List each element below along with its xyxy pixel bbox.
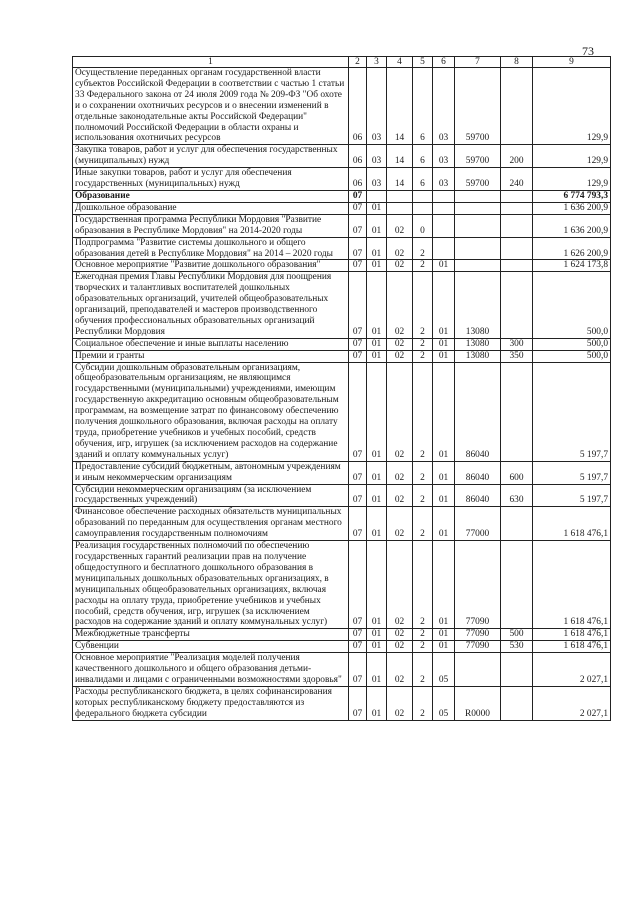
code-cell: 2 bbox=[413, 272, 433, 338]
code-cell: 77090 bbox=[455, 641, 501, 653]
code-cell: 86040 bbox=[455, 461, 501, 484]
table-body bbox=[73, 68, 611, 721]
code-cell: 03 bbox=[367, 168, 387, 191]
table-header-row bbox=[73, 57, 611, 68]
code-cell: 01 bbox=[433, 338, 455, 350]
amount-cell: 500,0 bbox=[533, 338, 611, 350]
code-cell bbox=[455, 260, 501, 272]
column-header-5: 5 bbox=[413, 57, 433, 68]
code-cell: 2 bbox=[413, 362, 433, 461]
code-cell: 07 bbox=[349, 686, 367, 720]
code-cell: 01 bbox=[433, 461, 455, 484]
row-name-cell: Ежегодная премия Главы Республики Мордовия для поощрения творческих и талантливых воспитателей дошкольных образовательных организаций, учителей общеобразовательных организаций, преподавателей и мастеров производственного обучения профессиональных образовательных организаций Республики Мордовия bbox=[73, 272, 349, 338]
code-cell: 59700 bbox=[455, 68, 501, 145]
code-cell: 01 bbox=[367, 237, 387, 260]
amount-cell: 500,0 bbox=[533, 272, 611, 338]
code-cell: 07 bbox=[349, 641, 367, 653]
column-header-3: 3 bbox=[367, 57, 387, 68]
code-cell: 01 bbox=[367, 484, 387, 507]
code-cell: 07 bbox=[349, 653, 367, 687]
code-cell: 01 bbox=[433, 350, 455, 362]
column-header-7: 7 bbox=[455, 57, 501, 68]
code-cell: 01 bbox=[367, 641, 387, 653]
code-cell: 07 bbox=[349, 461, 367, 484]
code-cell: 2 bbox=[413, 641, 433, 653]
row-name-cell: Основное мероприятие "Реализация моделей получения качественного дошкольного и общего образования детьми-инвалидами и лицами с ограниченными возможностями здоровья" bbox=[73, 653, 349, 687]
code-cell: 07 bbox=[349, 629, 367, 641]
row-name-cell: Социальное обеспечение и иные выплаты населению bbox=[73, 338, 349, 350]
code-cell: 2 bbox=[413, 653, 433, 687]
code-cell: 07 bbox=[349, 260, 367, 272]
code-cell: 2 bbox=[413, 350, 433, 362]
code-cell: 6 bbox=[413, 168, 433, 191]
code-cell: 86040 bbox=[455, 362, 501, 461]
code-cell: 02 bbox=[387, 338, 413, 350]
code-cell: 01 bbox=[367, 350, 387, 362]
amount-cell: 2 027,1 bbox=[533, 653, 611, 687]
row-name-cell: Субсидии некоммерческим организациям (за исключением государственных учреждений) bbox=[73, 484, 349, 507]
code-cell: 06 bbox=[349, 168, 367, 191]
code-cell bbox=[501, 686, 533, 720]
code-cell: 07 bbox=[349, 338, 367, 350]
code-cell: 14 bbox=[387, 68, 413, 145]
code-cell: 200 bbox=[501, 145, 533, 168]
code-cell: 02 bbox=[387, 461, 413, 484]
code-cell bbox=[367, 190, 387, 202]
code-cell: 05 bbox=[433, 653, 455, 687]
code-cell: 03 bbox=[433, 168, 455, 191]
column-header-6: 6 bbox=[433, 57, 455, 68]
code-cell bbox=[433, 190, 455, 202]
code-cell: 07 bbox=[349, 362, 367, 461]
column-header-8: 8 bbox=[501, 57, 533, 68]
code-cell: 07 bbox=[349, 484, 367, 507]
code-cell: R0000 bbox=[455, 686, 501, 720]
column-header-2: 2 bbox=[349, 57, 367, 68]
column-header-4: 4 bbox=[387, 57, 413, 68]
amount-cell: 1 618 476,1 bbox=[533, 541, 611, 629]
amount-cell: 1 618 476,1 bbox=[533, 641, 611, 653]
code-cell: 02 bbox=[387, 350, 413, 362]
code-cell bbox=[501, 260, 533, 272]
code-cell: 600 bbox=[501, 461, 533, 484]
amount-cell: 1 626 200,9 bbox=[533, 237, 611, 260]
row-name-cell: Осуществление переданных органам государственной власти субъектов Российской Федерации в соответствии с частью 1 статьи 33 Федерального закона от 24 июля 2009 года № 209-ФЗ "Об охоте и о сохранении охотничьих ресурсов и о внесении изменений в отдельные законодательные акты Российской Федерации" полномочий Российской Федерации в области охраны и использования охотничьих ресурсов bbox=[73, 68, 349, 145]
code-cell: 01 bbox=[433, 629, 455, 641]
code-cell bbox=[433, 214, 455, 237]
code-cell bbox=[455, 202, 501, 214]
code-cell: 240 bbox=[501, 168, 533, 191]
code-cell: 01 bbox=[433, 260, 455, 272]
row-name-cell: Субсидии дошкольным образовательным организациям, общеобразовательным организациям, не являющимся государственными (муниципальными) учреждениями, имеющим государственную аккредитацию основным общеобразовательным программам, на возмещение затрат по финансовому обеспечению получения дошкольного образования, включая расходы на оплату труда, приобретение учебников и учебных пособий, средств обучения, игр, игрушек (за исключением расходов на содержание зданий и оплату коммунальных услуг) bbox=[73, 362, 349, 461]
row-name-cell: Субвенции bbox=[73, 641, 349, 653]
code-cell bbox=[455, 190, 501, 202]
code-cell: 02 bbox=[387, 686, 413, 720]
code-cell: 07 bbox=[349, 541, 367, 629]
table-row bbox=[73, 214, 611, 237]
amount-cell: 500,0 bbox=[533, 350, 611, 362]
code-cell: 02 bbox=[387, 214, 413, 237]
code-cell: 01 bbox=[367, 507, 387, 541]
code-cell: 02 bbox=[387, 629, 413, 641]
row-name-cell: Предоставление субсидий бюджетным, автономным учреждениям и иным некоммерческим организациям bbox=[73, 461, 349, 484]
code-cell: 06 bbox=[349, 145, 367, 168]
code-cell: 01 bbox=[367, 541, 387, 629]
code-cell: 03 bbox=[433, 68, 455, 145]
row-name-cell: Межбюджетные трансферты bbox=[73, 629, 349, 641]
code-cell bbox=[455, 653, 501, 687]
row-name-cell: Иные закупки товаров, работ и услуг для обеспечения государственных (муниципальных) нужд bbox=[73, 168, 349, 191]
code-cell: 14 bbox=[387, 145, 413, 168]
table-row bbox=[73, 190, 611, 202]
code-cell bbox=[501, 68, 533, 145]
code-cell: 530 bbox=[501, 641, 533, 653]
code-cell bbox=[501, 541, 533, 629]
code-cell: 2 bbox=[413, 237, 433, 260]
code-cell: 59700 bbox=[455, 145, 501, 168]
code-cell: 01 bbox=[367, 272, 387, 338]
row-name-cell: Дошкольное образование bbox=[73, 202, 349, 214]
code-cell: 01 bbox=[367, 260, 387, 272]
amount-cell: 1 618 476,1 bbox=[533, 629, 611, 641]
code-cell: 02 bbox=[387, 272, 413, 338]
code-cell bbox=[387, 202, 413, 214]
code-cell: 03 bbox=[367, 145, 387, 168]
row-name-cell: Подпрограмма "Развитие системы дошкольного и общего образования детей в Республике Мордовия" на 2014 – 2020 годы bbox=[73, 237, 349, 260]
table-row bbox=[73, 362, 611, 461]
code-cell bbox=[413, 190, 433, 202]
amount-cell: 2 027,1 bbox=[533, 686, 611, 720]
code-cell bbox=[501, 190, 533, 202]
code-cell: 14 bbox=[387, 168, 413, 191]
column-header-9: 9 bbox=[533, 57, 611, 68]
code-cell: 300 bbox=[501, 338, 533, 350]
code-cell: 86040 bbox=[455, 484, 501, 507]
amount-cell: 129,9 bbox=[533, 145, 611, 168]
row-name-cell: Образование bbox=[73, 190, 349, 202]
code-cell: 77090 bbox=[455, 629, 501, 641]
row-name-cell: Финансовое обеспечение расходных обязательств муниципальных образований по переданным для осуществления органам местного самоуправления государственным полномочиям bbox=[73, 507, 349, 541]
code-cell: 07 bbox=[349, 507, 367, 541]
code-cell: 02 bbox=[387, 653, 413, 687]
code-cell: 13080 bbox=[455, 338, 501, 350]
code-cell: 01 bbox=[433, 484, 455, 507]
budget-table bbox=[72, 56, 611, 721]
row-name-cell: Премии и гранты bbox=[73, 350, 349, 362]
table-row bbox=[73, 272, 611, 338]
code-cell: 01 bbox=[433, 507, 455, 541]
code-cell bbox=[501, 653, 533, 687]
code-cell: 02 bbox=[387, 237, 413, 260]
code-cell: 01 bbox=[367, 362, 387, 461]
code-cell bbox=[501, 362, 533, 461]
code-cell: 03 bbox=[367, 68, 387, 145]
row-name-cell: Закупка товаров, работ и услуг для обеспечения государственных (муниципальных) нужд bbox=[73, 145, 349, 168]
table-row bbox=[73, 653, 611, 687]
code-cell: 01 bbox=[433, 362, 455, 461]
code-cell: 02 bbox=[387, 260, 413, 272]
row-name-cell: Государственная программа Республики Мордовия "Развитие образования в Республике Мордовия" на 2014-2020 годы bbox=[73, 214, 349, 237]
code-cell: 13080 bbox=[455, 350, 501, 362]
code-cell: 03 bbox=[433, 145, 455, 168]
page-number: 73 bbox=[582, 44, 594, 58]
code-cell: 350 bbox=[501, 350, 533, 362]
code-cell: 02 bbox=[387, 507, 413, 541]
code-cell: 07 bbox=[349, 350, 367, 362]
code-cell: 06 bbox=[349, 68, 367, 145]
amount-cell: 5 197,7 bbox=[533, 484, 611, 507]
amount-cell: 6 774 793,3 bbox=[533, 190, 611, 202]
table-row bbox=[73, 641, 611, 653]
table-row bbox=[73, 202, 611, 214]
amount-cell: 5 197,7 bbox=[533, 461, 611, 484]
code-cell: 2 bbox=[413, 338, 433, 350]
code-cell: 07 bbox=[349, 272, 367, 338]
code-cell: 01 bbox=[367, 338, 387, 350]
code-cell: 01 bbox=[433, 272, 455, 338]
code-cell: 07 bbox=[349, 190, 367, 202]
code-cell: 01 bbox=[367, 686, 387, 720]
code-cell bbox=[455, 237, 501, 260]
table-row bbox=[73, 686, 611, 720]
code-cell: 2 bbox=[413, 461, 433, 484]
code-cell: 02 bbox=[387, 541, 413, 629]
code-cell bbox=[433, 202, 455, 214]
amount-cell: 5 197,7 bbox=[533, 362, 611, 461]
code-cell bbox=[501, 214, 533, 237]
code-cell: 6 bbox=[413, 68, 433, 145]
code-cell bbox=[387, 190, 413, 202]
code-cell bbox=[501, 272, 533, 338]
code-cell: 01 bbox=[367, 202, 387, 214]
column-header-1: 1 bbox=[73, 57, 349, 68]
amount-cell: 1 618 476,1 bbox=[533, 507, 611, 541]
code-cell: 01 bbox=[433, 541, 455, 629]
table-row bbox=[73, 541, 611, 629]
table-row bbox=[73, 260, 611, 272]
code-cell bbox=[501, 507, 533, 541]
table-row bbox=[73, 629, 611, 641]
code-cell: 2 bbox=[413, 686, 433, 720]
table-row bbox=[73, 145, 611, 168]
table-row bbox=[73, 68, 611, 145]
code-cell: 02 bbox=[387, 484, 413, 507]
row-name-cell: Основное мероприятие "Развитие дошкольного образования" bbox=[73, 260, 349, 272]
amount-cell: 1 636 200,9 bbox=[533, 214, 611, 237]
code-cell: 77000 bbox=[455, 507, 501, 541]
code-cell: 2 bbox=[413, 507, 433, 541]
code-cell bbox=[413, 202, 433, 214]
amount-cell: 1 624 173,8 bbox=[533, 260, 611, 272]
code-cell: 05 bbox=[433, 686, 455, 720]
table-row bbox=[73, 461, 611, 484]
code-cell: 630 bbox=[501, 484, 533, 507]
code-cell: 02 bbox=[387, 362, 413, 461]
table-row bbox=[73, 484, 611, 507]
table-row bbox=[73, 338, 611, 350]
code-cell: 07 bbox=[349, 202, 367, 214]
code-cell bbox=[501, 202, 533, 214]
code-cell: 07 bbox=[349, 237, 367, 260]
code-cell: 77090 bbox=[455, 541, 501, 629]
table-row bbox=[73, 237, 611, 260]
code-cell: 01 bbox=[367, 214, 387, 237]
code-cell: 2 bbox=[413, 541, 433, 629]
code-cell: 01 bbox=[367, 629, 387, 641]
row-name-cell: Расходы республиканского бюджета, в целях софинансирования которых республиканскому бюджету предоставляются из федерального бюджета субсидии bbox=[73, 686, 349, 720]
code-cell: 01 bbox=[367, 461, 387, 484]
code-cell: 0 bbox=[413, 214, 433, 237]
code-cell: 2 bbox=[413, 484, 433, 507]
code-cell: 13080 bbox=[455, 272, 501, 338]
code-cell: 6 bbox=[413, 145, 433, 168]
code-cell: 01 bbox=[367, 653, 387, 687]
amount-cell: 1 636 200,9 bbox=[533, 202, 611, 214]
code-cell: 500 bbox=[501, 629, 533, 641]
table-row bbox=[73, 507, 611, 541]
code-cell: 59700 bbox=[455, 168, 501, 191]
table-row bbox=[73, 350, 611, 362]
code-cell bbox=[433, 237, 455, 260]
row-name-cell: Реализация государственных полномочий по обеспечению государственных гарантий реализации прав на получение общедоступного и бесплатного дошкольного образования в муниципальных дошкольных образовательных организациях, в муниципальных общеобразовательных организациях, включая расходы на оплату труда, приобретение учебников и учебных пособий, средств обучения, игр, игрушек (за исключением расходов на содержание зданий и оплату коммунальных услуг) bbox=[73, 541, 349, 629]
amount-cell: 129,9 bbox=[533, 168, 611, 191]
code-cell bbox=[501, 237, 533, 260]
code-cell: 01 bbox=[433, 641, 455, 653]
table-row bbox=[73, 168, 611, 191]
code-cell: 07 bbox=[349, 214, 367, 237]
amount-cell: 129,9 bbox=[533, 68, 611, 145]
code-cell bbox=[455, 214, 501, 237]
code-cell: 2 bbox=[413, 260, 433, 272]
code-cell: 02 bbox=[387, 641, 413, 653]
code-cell: 2 bbox=[413, 629, 433, 641]
